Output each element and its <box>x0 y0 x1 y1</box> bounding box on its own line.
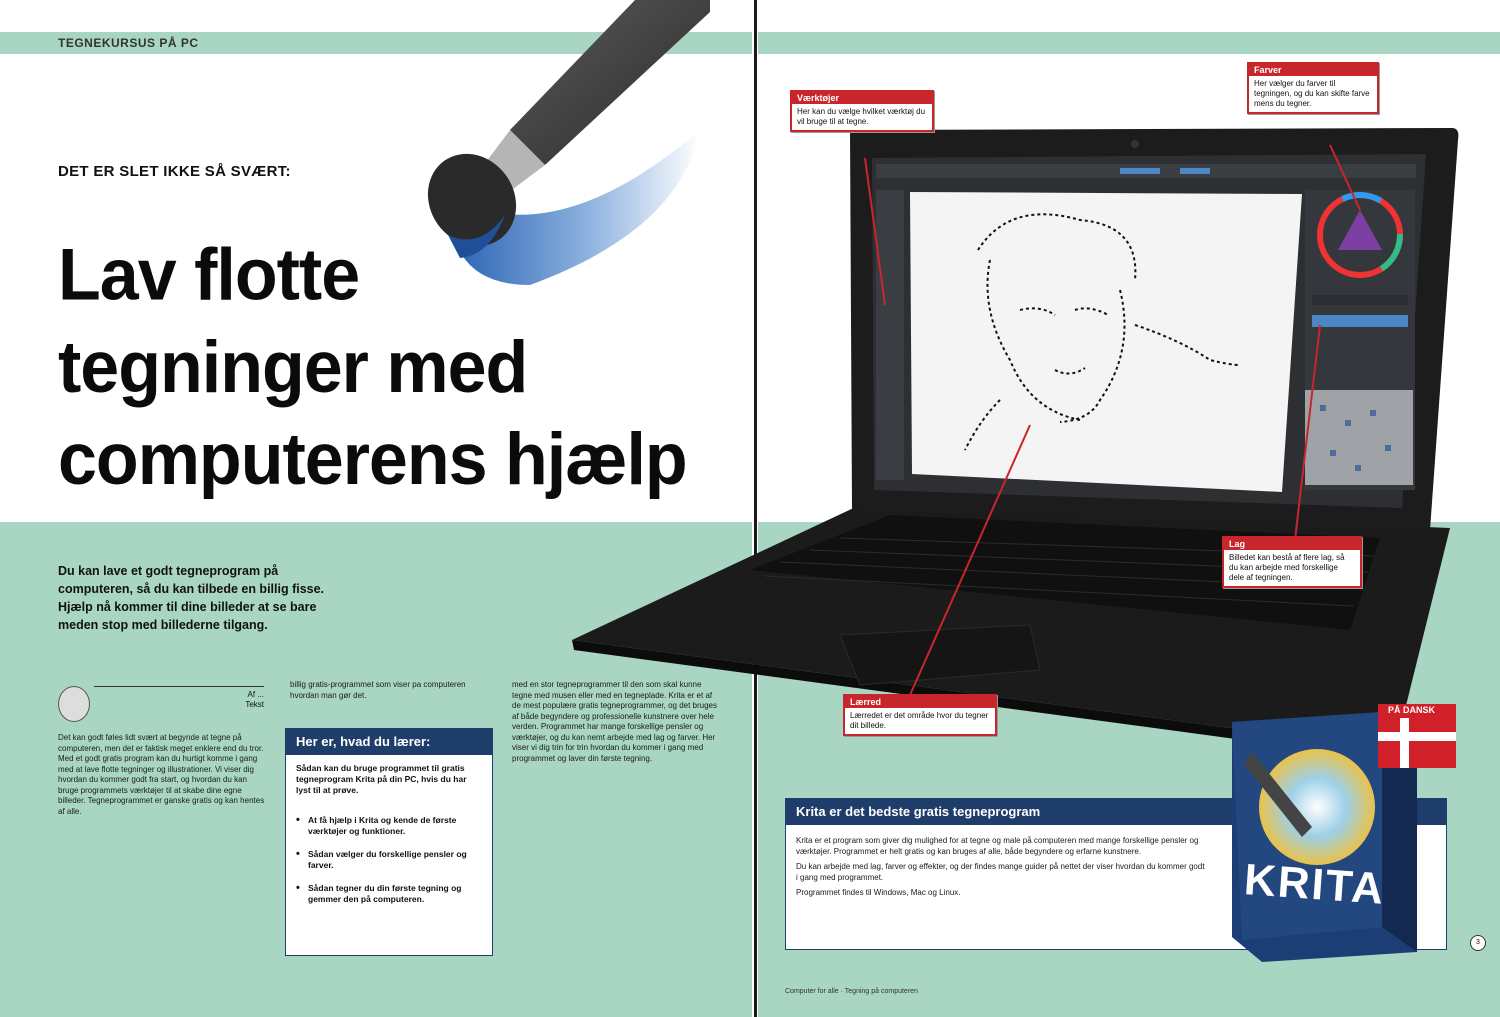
callout-title: Lag <box>1224 538 1360 550</box>
callout-tools <box>790 90 934 132</box>
byline-rule <box>94 686 264 687</box>
body-column-3: med en stor tegneprogrammer til den som skal kunne tegne med musen eller med en tegneplade. Krita er et af de mest populære gratis tegneprogrammer, og det bruges af både begyndere og professionelle kunstnere over hele verden. Programmet har mange forskellige pensler og værktøjer, og du kan nemt arbejde med lag og farver. Her viser vi dig trin for trin hvordan du kommer i gang med programmet og laver din første tegning. <box>512 680 717 763</box>
top-band-right <box>758 32 1500 54</box>
callout-text: Her vælger du farver til tegningen, og du kan skifte farve mens du tegner. <box>1254 79 1370 108</box>
callout-layers <box>1222 536 1362 588</box>
learn-box-heading: Her er, hvad du lærer: <box>286 729 492 755</box>
callout-title: Værktøjer <box>792 92 932 104</box>
body-column-1: Det kan godt føles lidt svært at begynde at tegne på computeren, men det er faktisk meget enklere end du tror. Med et godt gratis program kan du hurtigt komme i gang med at lave flotte tegninger og illustrationer. Vi viser dig hvordan du kommer godt fra start, og hvordan du kan bruge programmets værktøjer til at skabe dine egne billeder. Tegneprogrammet er ganske gratis og kan hentes af alle. <box>58 733 265 816</box>
author-name: Af ... <box>247 690 264 699</box>
section-label: TEGNEKURSUS PÅ PC <box>58 36 199 50</box>
learn-box-item: • Sådan tegner du din første tegning og gemmer den på computeren. <box>296 883 486 905</box>
learn-box <box>285 728 493 956</box>
callout-text: Her kan du vælge hvilket værktøj du vil bruge til at tegne. <box>797 107 926 126</box>
callout-canvas <box>843 694 997 736</box>
headline-line-1: Lav flotte <box>58 233 360 316</box>
body-column-2: billig gratis-programmet som viser pa computeren hvordan man gør det. <box>290 680 466 700</box>
headline-line-2: tegninger med <box>58 325 528 408</box>
learn-box-item: • At få hjælp i Krita og kende de første værktøjer og funktioner. <box>296 815 486 837</box>
krita-paragraph: Programmet findes til Windows, Mac og Linux. <box>796 888 961 897</box>
kicker: DET ER SLET IKKE SÅ SVÆRT: <box>58 163 291 180</box>
learn-box-intro: Sådan kan du bruge programmet til gratis tegneprogram Krita på din PC, hvis du har lyst til at prøve. <box>296 763 467 795</box>
learn-box-item: • Sådan vælger du forskellige pensler og farver. <box>296 849 486 871</box>
krita-box-text <box>796 835 1206 898</box>
author-avatar <box>58 686 90 722</box>
krita-product-label: KRITA <box>1242 855 1387 914</box>
author-role: Tekst <box>245 700 264 709</box>
krita-paragraph: Krita er et program som giver dig mulighed for at tegne og male på computeren med mange forskellige pensler og værktøjer. Programmet er helt gratis og kan bruges af alle, både begyndere og erfarne kunstnere. <box>796 836 1199 856</box>
krita-paragraph: Du kan arbejde med lag, farver og effekter, og der findes mange guider på nettet der viser hvordan du kommer godt i gang med programmet. <box>796 862 1205 882</box>
intro-line: meden stop med billederne tilgang. <box>58 618 268 632</box>
page-number: 3 <box>1470 935 1486 951</box>
laptop-image <box>560 110 1470 760</box>
page-footer: Computer for alle · Tegning på computeren <box>785 988 918 995</box>
flag-label: PÅ DANSK <box>1388 705 1436 715</box>
intro-line: Du kan lave et godt tegneprogram på <box>58 564 279 578</box>
author-byline <box>58 686 264 722</box>
intro-text <box>58 562 418 634</box>
krita-box-heading: Krita er det bedste gratis tegneprogram <box>786 799 1446 825</box>
intro-line: Hjælp nå kommer til dine billeder at se bare <box>58 600 317 614</box>
intro-line: computeren, så du kan tilbede en billig fisse. <box>58 582 325 596</box>
callout-text: Lærredet er det område hvor du tegner dit billede. <box>850 711 989 730</box>
callout-title: Lærred <box>845 696 995 708</box>
callout-colors <box>1247 62 1379 114</box>
learn-box-list <box>296 815 486 917</box>
callout-title: Farver <box>1249 64 1377 76</box>
callout-text: Billedet kan bestå af flere lag, så du kan arbejde med forskellige dele af tegningen. <box>1229 553 1345 582</box>
headline-line-3: computerens hjælp <box>58 418 687 500</box>
